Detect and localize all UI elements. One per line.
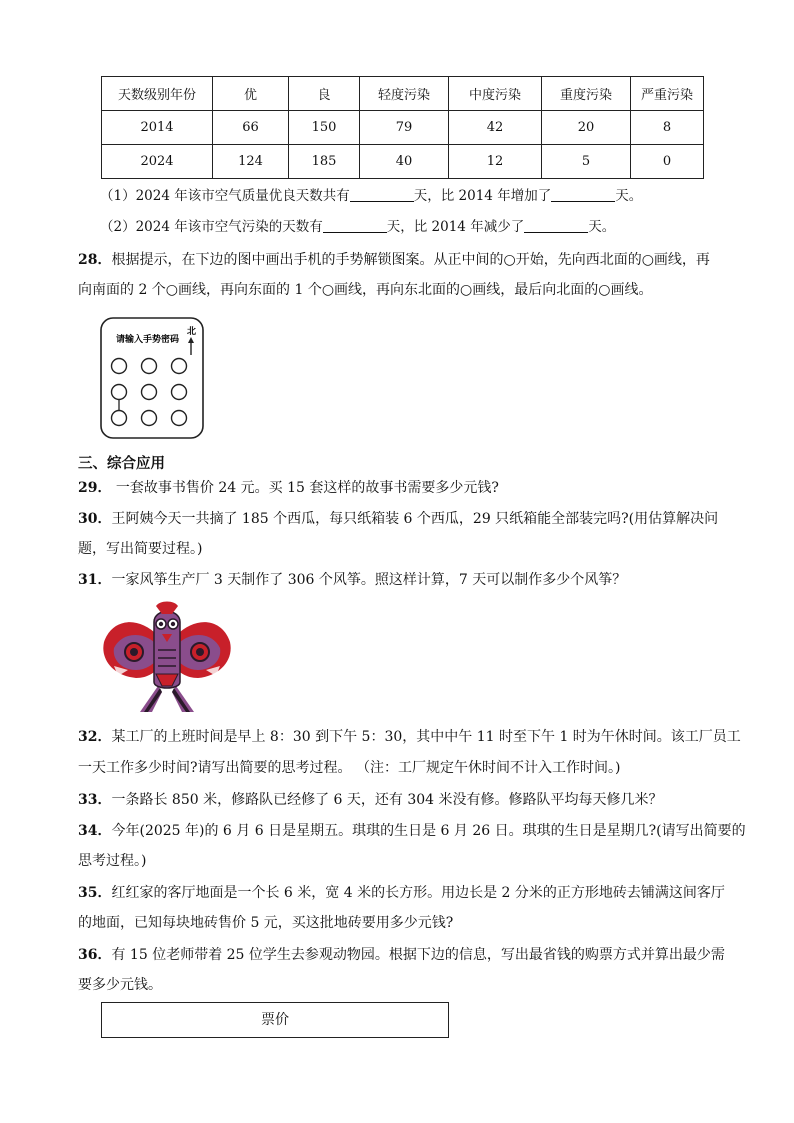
lock-dot[interactable] — [142, 385, 157, 400]
question-number: 36． — [78, 947, 112, 963]
table-cell: 优 — [213, 77, 289, 111]
q27-part1-text-a: （1）2024 年该市空气质量优良天数共有 — [100, 188, 350, 204]
question-number: 34． — [78, 823, 112, 839]
q35-line2: 的地面，已知每块地砖售价 5 元，买这批地砖要用多少元钱? — [78, 915, 454, 931]
answer-blank[interactable] — [350, 187, 414, 202]
lock-dot[interactable] — [142, 411, 157, 426]
q27-part1-text-c: 天。 — [615, 188, 643, 204]
kite-illustration — [100, 600, 234, 714]
q30-line1 — [78, 509, 718, 529]
table-cell: 5 — [542, 145, 631, 179]
q32-line1 — [78, 727, 741, 747]
q27-part2-text-b: 天，比 2014 年减少了 — [386, 219, 525, 235]
q32-line2: 一天工作多少时间?请写出简要的思考过程。 （注：工厂规定午休时间不计入工作时间。) — [78, 760, 621, 776]
table-cell: 2024 — [102, 145, 213, 179]
table-cell: 40 — [360, 145, 449, 179]
q31 — [78, 570, 626, 590]
table-cell: 0 — [631, 145, 704, 179]
q32-text: 某工厂的上班时间是早上 8：30 到下午 5：30，其中中午 11 时至下午 1 时为午休时间。该工厂员工 — [111, 729, 741, 745]
lock-dot[interactable] — [112, 385, 127, 400]
q36-line2: 要多少元钱。 — [78, 977, 162, 993]
answer-blank[interactable] — [551, 187, 615, 202]
ticket-price-heading: 票价 — [261, 1012, 289, 1028]
table-cell: 重度污染 — [542, 77, 631, 111]
table-header-row — [102, 77, 704, 111]
lock-dot[interactable] — [172, 359, 187, 374]
q27-part1 — [100, 186, 642, 206]
q27-part2-text-c: 天。 — [588, 219, 616, 235]
table-cell: 2014 — [102, 111, 213, 145]
table-cell: 185 — [289, 145, 360, 179]
question-number: 29． — [78, 480, 112, 496]
table-row — [102, 111, 704, 145]
lock-dot[interactable] — [112, 359, 127, 374]
q35-text: 红红家的客厅地面是一个长 6 米，宽 4 米的长方形。用边长是 2 分米的正方形地砖去铺满这间客厅 — [111, 885, 725, 901]
q28-line1 — [78, 250, 710, 270]
table-cell: 良 — [289, 77, 360, 111]
q27-part1-text-b: 天，比 2014 年增加了 — [413, 188, 552, 204]
table-cell: 124 — [213, 145, 289, 179]
q36-text: 有 15 位老师带着 25 位学生去参观动物园。根据下边的信息，写出最省钱的购票方式并算出最少需 — [111, 947, 725, 963]
table-cell: 66 — [213, 111, 289, 145]
q29-text: 一套故事书售价 24 元。买 15 套这样的故事书需要多少元钱? — [111, 480, 499, 496]
table-cell: 严重污染 — [631, 77, 704, 111]
q27-part2-text-a: （2）2024 年该市空气污染的天数有 — [100, 219, 323, 235]
question-number: 31． — [78, 572, 112, 588]
lock-title: 请输入手势密码 — [116, 335, 180, 345]
table-row — [102, 145, 704, 179]
north-label: 北 — [187, 327, 197, 337]
table-cell: 中度污染 — [449, 77, 542, 111]
gesture-lock-panel — [100, 317, 204, 439]
question-number: 32． — [78, 729, 112, 745]
q36-line1 — [78, 945, 725, 965]
question-number: 28． — [78, 252, 112, 268]
q34-line2: 思考过程。) — [78, 853, 147, 869]
question-number: 33． — [78, 792, 112, 808]
section-heading: 三、综合应用 — [78, 456, 165, 472]
lock-dot[interactable] — [172, 385, 187, 400]
q33 — [78, 790, 663, 810]
q31-text: 一家风筝生产厂 3 天制作了 306 个风筝。照这样计算，7 天可以制作多少个风筝？ — [111, 572, 627, 588]
q29 — [78, 478, 499, 498]
lock-dot[interactable] — [142, 359, 157, 374]
q33-text: 一条路长 850 米，修路队已经修了 6 天，还有 304 米没有修。修路队平均每天修几米？ — [111, 792, 663, 808]
table-cell: 150 — [289, 111, 360, 145]
answer-blank[interactable] — [524, 218, 588, 233]
q30-line2: 题，写出简要过程。) — [78, 541, 203, 557]
q34-text: 今年(2025 年)的 6 月 6 日是星期五。琪琪的生日是 6 月 26 日。琪琪的生日是星期几?(请写出简要的 — [111, 823, 746, 839]
kite-icon — [100, 600, 234, 714]
q30-text: 王阿姨今天一共摘了 185 个西瓜，每只纸箱装 6 个西瓜，29 只纸箱能全部装完吗?(用估算解决问 — [111, 511, 719, 527]
q34-line1 — [78, 821, 746, 841]
q28-text: 根据提示，在下边的图中画出手机的手势解锁图案。从正中间的○开始，先向西北面的○画线，再 — [111, 252, 710, 268]
table-cell: 79 — [360, 111, 449, 145]
table-cell: 12 — [449, 145, 542, 179]
lock-dot[interactable] — [112, 411, 127, 426]
table-cell: 42 — [449, 111, 542, 145]
q35-line1 — [78, 883, 725, 903]
answer-blank[interactable] — [323, 218, 387, 233]
air-quality-table — [101, 76, 704, 179]
ticket-price-table — [101, 1002, 449, 1038]
q28-line2: 向南面的 2 个○画线，再向东面的 1 个○画线，再向东北面的○画线，最后向北面的○画线。 — [78, 282, 653, 298]
question-number: 30． — [78, 511, 112, 527]
table-cell: 8 — [631, 111, 704, 145]
table-cell: 天数级别年份 — [102, 77, 213, 111]
gesture-lock-drawing — [100, 317, 204, 439]
lock-dot[interactable] — [172, 411, 187, 426]
table-cell: 轻度污染 — [360, 77, 449, 111]
table-cell: 20 — [542, 111, 631, 145]
question-number: 35． — [78, 885, 112, 901]
q27-part2 — [100, 217, 615, 237]
